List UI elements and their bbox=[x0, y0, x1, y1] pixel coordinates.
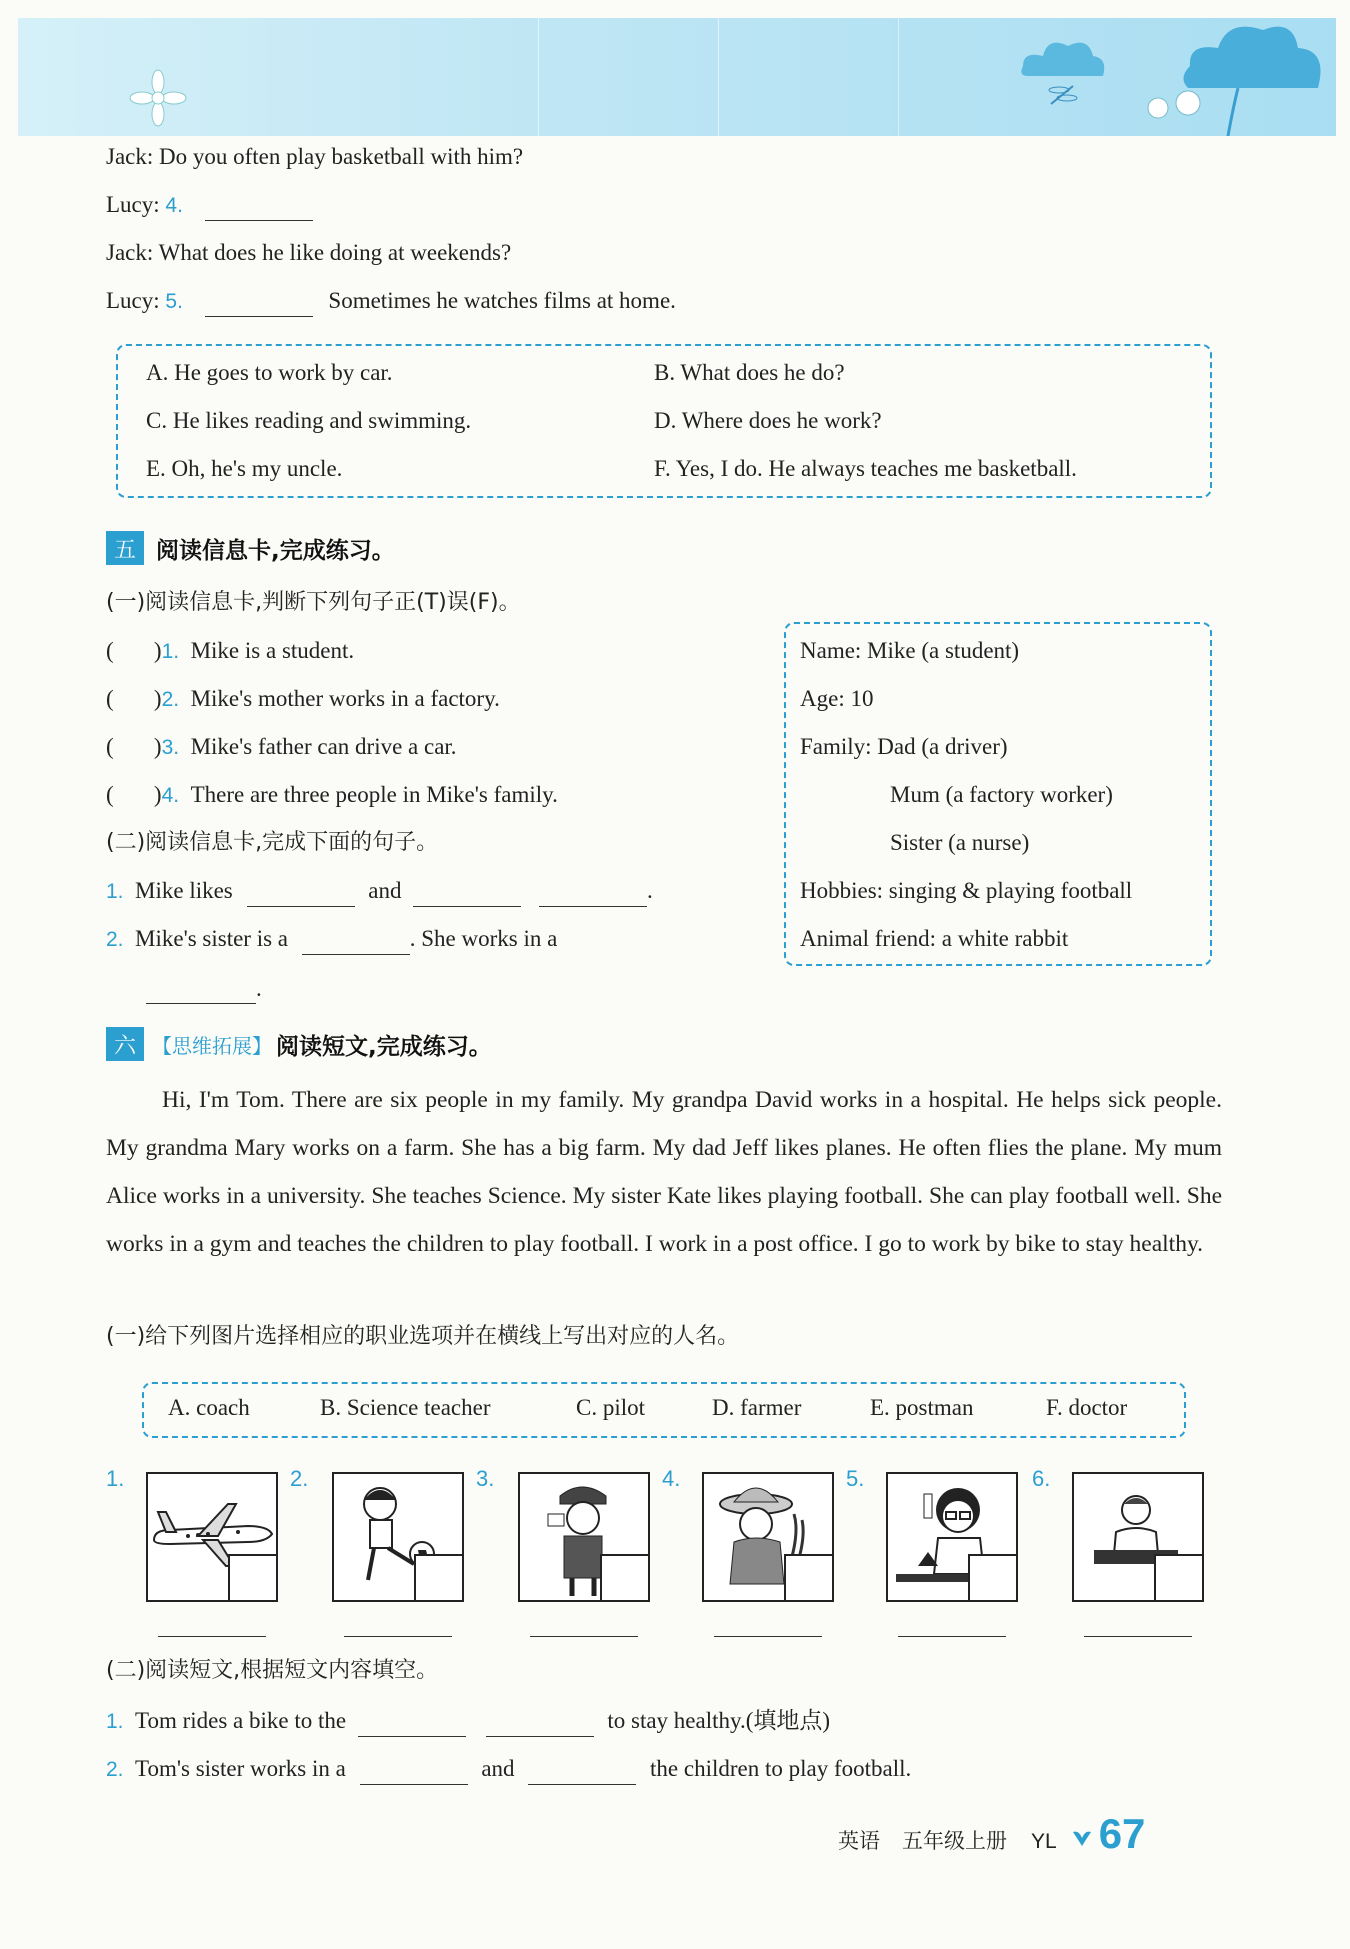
picture-1 bbox=[146, 1472, 278, 1602]
answer-blank[interactable] bbox=[528, 1760, 636, 1785]
card-family-dad: Family: Dad (a driver) bbox=[800, 734, 1008, 759]
fill-sentence-1: 1. Mike likes and . bbox=[106, 876, 653, 907]
tf-item-3: ( )3. Mike's father can drive a car. bbox=[106, 734, 457, 759]
answer-letter-box[interactable] bbox=[784, 1554, 834, 1602]
section-6-header bbox=[106, 1026, 492, 1062]
option-f: F. Yes, I do. He always teaches me basketball. bbox=[654, 456, 1077, 481]
answer-bracket[interactable]: ( ) bbox=[106, 686, 162, 711]
footer-grade: 五年级上册 bbox=[902, 1829, 1007, 1853]
answer-blank[interactable] bbox=[205, 196, 313, 221]
dialogue-line-3: Jack: What does he like doing at weekends? bbox=[106, 240, 512, 265]
page-footer bbox=[838, 1810, 1145, 1858]
dragonfly-icon bbox=[1043, 80, 1083, 110]
answer-letter-box[interactable] bbox=[1154, 1554, 1204, 1602]
answer-bracket[interactable]: ( ) bbox=[106, 734, 162, 759]
page-number: 67 bbox=[1098, 1810, 1146, 1857]
picture-2 bbox=[332, 1472, 464, 1602]
section-5-badge: 五 bbox=[106, 531, 144, 565]
section-5-part1-instruction: (一)阅读信息卡,判断下列句子正(T)误(F)。 bbox=[106, 590, 521, 615]
answer-blank[interactable] bbox=[413, 882, 521, 907]
name-blank-2[interactable] bbox=[344, 1636, 452, 1637]
name-blank-6[interactable] bbox=[1084, 1636, 1192, 1637]
picture-1-number: 1. bbox=[106, 1466, 125, 1491]
fill-question-2: 2. Tom's sister works in a and the children to play football. bbox=[106, 1754, 911, 1785]
name-blank-4[interactable] bbox=[714, 1636, 822, 1637]
name-blank-3[interactable] bbox=[530, 1636, 638, 1637]
card-age: Age: 10 bbox=[800, 686, 874, 711]
answer-blank[interactable] bbox=[486, 1712, 594, 1737]
card-family-mum: Mum (a factory worker) bbox=[890, 782, 1113, 807]
tf-item-1: ( )1. Mike is a student. bbox=[106, 638, 355, 663]
name-blank-5[interactable] bbox=[898, 1636, 1006, 1637]
option-a: A. He goes to work by car. bbox=[146, 360, 393, 385]
answer-blank[interactable] bbox=[205, 292, 313, 317]
footer-subject: 英语 bbox=[838, 1829, 880, 1853]
dialogue-line-1: Jack: Do you often play basketball with him? bbox=[106, 144, 524, 169]
picture-4-number: 4. bbox=[662, 1466, 681, 1491]
picture-3-number: 3. bbox=[476, 1466, 495, 1491]
card-animal-friend: Animal friend: a white rabbit bbox=[800, 926, 1069, 951]
answer-blank[interactable] bbox=[539, 882, 647, 907]
tf-item-4: ( )4. There are three people in Mike's family. bbox=[106, 782, 558, 807]
header-banner bbox=[18, 18, 1336, 136]
fill-question-1: 1. Tom rides a bike to the to stay healthy.(填地点) bbox=[106, 1706, 830, 1737]
answer-blank[interactable] bbox=[360, 1760, 468, 1785]
job-option-c: C. pilot bbox=[576, 1395, 646, 1420]
answer-blank[interactable] bbox=[247, 882, 355, 907]
picture-5 bbox=[886, 1472, 1018, 1602]
answer-letter-box[interactable] bbox=[600, 1554, 650, 1602]
dialogue-line-4: Lucy: 5. Sometimes he watches films at home. bbox=[106, 286, 676, 317]
job-option-e: E. postman bbox=[870, 1395, 974, 1420]
leaf-icon bbox=[1071, 1828, 1093, 1848]
section-5-part2-instruction: (二)阅读信息卡,完成下面的句子。 bbox=[106, 830, 439, 855]
answer-bracket[interactable]: ( ) bbox=[106, 782, 162, 807]
card-name: Name: Mike (a student) bbox=[800, 638, 1020, 663]
section-5-header bbox=[106, 530, 395, 566]
job-option-a: A. coach bbox=[168, 1395, 250, 1420]
section-6-title: 阅读短文,完成练习。 bbox=[276, 1033, 492, 1060]
answer-bracket[interactable]: ( ) bbox=[106, 638, 162, 663]
job-option-d: D. farmer bbox=[712, 1395, 802, 1420]
picture-6-number: 6. bbox=[1032, 1466, 1051, 1491]
answer-letter-box[interactable] bbox=[228, 1554, 278, 1602]
answer-letter-box[interactable] bbox=[968, 1554, 1018, 1602]
tf-item-2: ( )2. Mike's mother works in a factory. bbox=[106, 686, 500, 711]
picture-4 bbox=[702, 1472, 834, 1602]
picture-5-number: 5. bbox=[846, 1466, 865, 1491]
section-6-part2-instruction: (二)阅读短文,根据短文内容填空。 bbox=[106, 1658, 439, 1683]
dialogue-line-2: Lucy: 4. bbox=[106, 190, 313, 221]
footer-edition: YL bbox=[1031, 1830, 1057, 1853]
cloud-icon bbox=[1018, 36, 1108, 81]
option-c: C. He likes reading and swimming. bbox=[146, 408, 472, 433]
answer-blank[interactable] bbox=[358, 1712, 466, 1737]
section-6-badge: 六 bbox=[106, 1027, 144, 1061]
flowers-decoration-icon bbox=[1138, 78, 1258, 136]
answer-blank[interactable] bbox=[302, 930, 410, 955]
job-option-b: B. Science teacher bbox=[320, 1395, 491, 1420]
picture-3 bbox=[518, 1472, 650, 1602]
option-b: B. What does he do? bbox=[654, 360, 845, 385]
option-d: D. Where does he work? bbox=[654, 408, 882, 433]
fill-sentence-2-cont: . bbox=[146, 974, 262, 1004]
section-6-part1-instruction: (一)给下列图片选择相应的职业选项并在横线上写出对应的人名。 bbox=[106, 1324, 740, 1349]
reading-passage: Hi, I'm Tom. There are six people in my family. My grandpa David works in a hospital. He helps sick people. My grandma Mary works on a farm. She has a big farm. My dad Jeff likes planes. He often flies the plane. My mum Alice works in a university. She teaches Science. My sister Kate likes playing football. She can play football well. She works in a gym and teaches the children to play football. I work in a post office. I go to work by bike to stay healthy. bbox=[106, 1087, 1222, 1257]
jobs-box bbox=[142, 1382, 1186, 1438]
card-hobbies: Hobbies: singing & playing football bbox=[800, 878, 1133, 903]
picture-2-number: 2. bbox=[290, 1466, 309, 1491]
fill-sentence-2: 2. Mike's sister is a . She works in a bbox=[106, 924, 557, 955]
answer-letter-box[interactable] bbox=[414, 1554, 464, 1602]
option-e: E. Oh, he's my uncle. bbox=[146, 456, 343, 481]
section-6-tag: 【思维拓展】 bbox=[152, 1033, 272, 1058]
job-option-f: F. doctor bbox=[1046, 1395, 1128, 1420]
card-family-sister: Sister (a nurse) bbox=[890, 830, 1030, 855]
picture-6 bbox=[1072, 1472, 1204, 1602]
flower-decoration-icon bbox=[128, 68, 188, 128]
section-5-title: 阅读信息卡,完成练习。 bbox=[156, 537, 395, 564]
answer-blank[interactable] bbox=[146, 979, 256, 1004]
name-blank-1[interactable] bbox=[158, 1636, 266, 1637]
